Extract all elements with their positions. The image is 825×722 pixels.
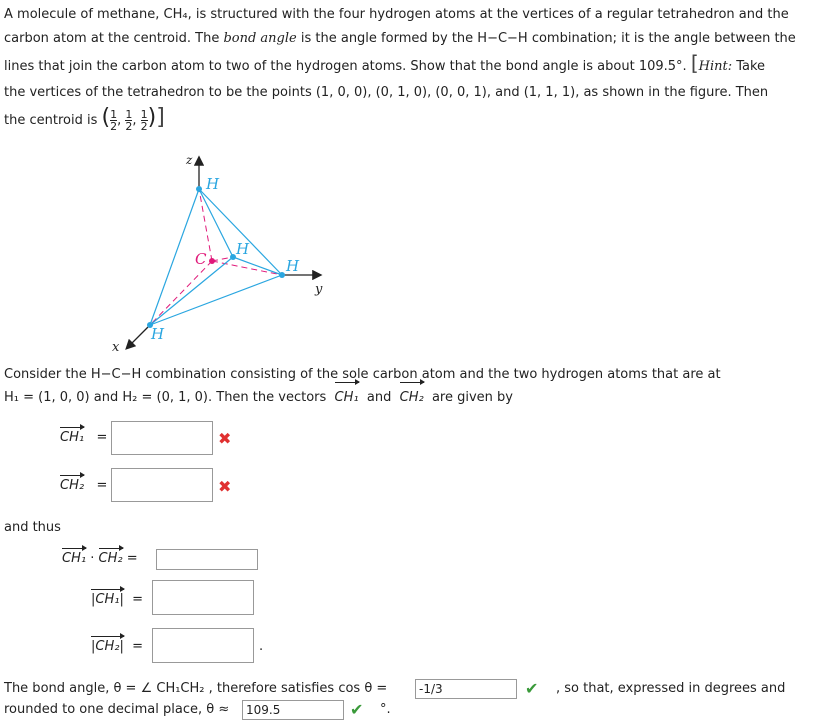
- text: Take: [732, 59, 766, 74]
- y-label: y: [315, 282, 323, 297]
- ch2-label: CH₂ =: [60, 478, 108, 493]
- text: the centroid is: [4, 113, 98, 128]
- correct-icon: ✔: [525, 679, 539, 698]
- h-label: H: [151, 325, 165, 343]
- theta-input[interactable]: 109.5: [242, 700, 344, 720]
- x-label: x: [112, 340, 120, 355]
- text: is the angle formed by the H−C−H combination; it is the angle between the: [296, 31, 796, 46]
- vector-ch1: CH₁: [335, 385, 359, 410]
- incorrect-icon: ✖: [218, 429, 232, 448]
- magnitude-ch2-input[interactable]: [152, 628, 254, 663]
- degree-symbol: °.: [380, 702, 391, 717]
- dot-product-label: CH₁ · CH₂ =: [62, 551, 138, 566]
- magnitude-ch2-label: |CH₂| =: [91, 639, 143, 654]
- and-thus: and thus: [4, 520, 61, 535]
- correct-icon: ✔: [350, 700, 364, 719]
- hint-label: Hint:: [698, 59, 733, 74]
- final-line-1b: , so that, expressed in degrees and: [556, 681, 786, 696]
- h-label: H: [206, 175, 220, 193]
- ch1-input[interactable]: [111, 421, 213, 455]
- term: bond angle: [223, 31, 297, 46]
- incorrect-icon: ✖: [218, 477, 232, 496]
- consider-line-2: H₁ = (1, 0, 0) and H₂ = (0, 1, 0). Then the vectors CH₁ and CH₂ are given by: [4, 385, 822, 410]
- z-label: z: [186, 153, 193, 167]
- consider-line-1: Consider the H−C−H combination consisting of the sole carbon atom and the two hydrogen atoms that are at: [4, 367, 721, 382]
- magnitude-ch1-input[interactable]: [152, 580, 254, 615]
- carbon-bonds: [150, 189, 282, 325]
- intro-line-4: the vertices of the tetrahedron to be the points (1, 0, 0), (0, 1, 0), (0, 0, 1), and (1, 1, 1), as shown in the figure. Then: [4, 85, 769, 100]
- cos-theta-input[interactable]: -1/3: [415, 679, 517, 699]
- fraction: $\frac{1}{2}$: [125, 108, 133, 133]
- intro-line-3: lines that join the carbon atom to two of the hydrogen atoms. Show that the bond angle is about 109.5°. [Hint: Take: [4, 51, 766, 75]
- carbon-point: [209, 258, 215, 264]
- intro-line-5: the centroid is ( $\frac{1}{2}$ , $\frac{1}{2}$ , $\frac{1}{2}$ )]: [4, 105, 165, 133]
- h-label: H: [286, 257, 300, 275]
- x-axis: [127, 325, 150, 348]
- ch2-input[interactable]: [111, 468, 213, 502]
- intro-line-1: A molecule of methane, CH₄, is structured with the four hydrogen atoms at the vertices of a regular tetrahedron and the: [4, 7, 789, 22]
- text: carbon atom at the centroid. The: [4, 31, 224, 46]
- ch1-label: CH₁ =: [60, 430, 108, 445]
- text: lines that join the carbon atom to two of the hydrogen atoms. Show that the bond angle is about 109.5°.: [4, 59, 691, 74]
- dot-product-input[interactable]: [156, 549, 258, 570]
- c-label: C: [195, 250, 207, 268]
- final-line-2a: rounded to one decimal place, θ ≈: [4, 702, 230, 717]
- h-label: H: [236, 240, 250, 258]
- vector-ch2: CH₂: [400, 385, 424, 410]
- final-line-1a: The bond angle, θ = ∠ CH₁CH₂ , therefore satisfies cos θ =: [4, 681, 388, 696]
- fraction: $\frac{1}{2}$: [110, 108, 118, 133]
- fraction: $\frac{1}{2}$: [140, 108, 148, 133]
- magnitude-ch1-label: |CH₁| =: [91, 592, 143, 607]
